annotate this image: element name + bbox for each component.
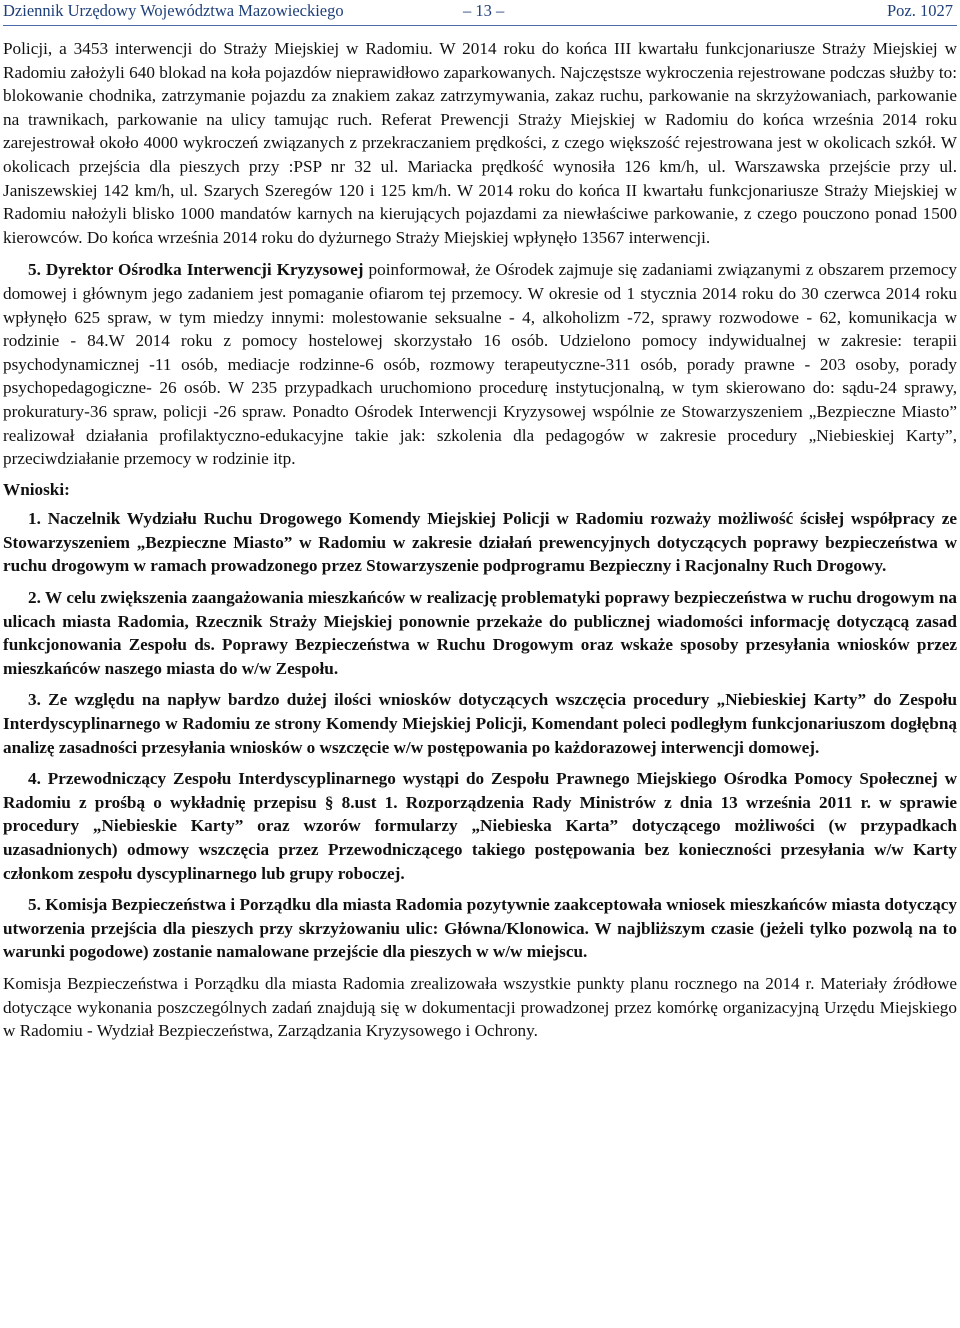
document-page <box>3 0 957 1328</box>
conclusion-item-2: 2. W celu zwiększenia zaangażowania mieszkańców w realizację problematyki poprawy bezpieczeństwa w ruchu drogowym na ulicach miasta Radomia, Rzecznik Straży Miejskiej ponownie przekaże do publicznej wiadomości informację dotyczącą zasad funkcjonowania Zespołu ds. Poprawy Bezpieczeństwa w Ruchu Drogowym oraz wskaże sposoby przesyłania wniosków przez mieszkańców naszego miasta do w/w Zespołu. <box>3 588 957 678</box>
conclusions-heading: Wnioski: <box>3 479 70 499</box>
page-content <box>3 26 957 1043</box>
paragraph-osrodek-interwencji <box>3 258 957 470</box>
position-number: Poz. 1027 <box>887 1 953 20</box>
conclusion-item-3: 3. Ze względu na napływ bardzo dużej ilości wniosków dotyczących wszczęcia procedury „Niebieskiej Karty” do Zespołu Interdyscyplinarnego w Radomiu ze strony Komendy Miejskiej Policji, Komendant poleci podległym funkcjonariuszom dogłębną analizę zasadności przesyłania wniosków o wszczęcie w/w postępowania po każdorazowej interwencji domowej. <box>3 690 957 757</box>
page-header <box>3 0 957 26</box>
paragraph-body: poinformował, że Ośrodek zajmuje się zadaniami związanymi z obszarem przemocy domowej i głównym jego zadaniem jest pomaganie ofiarom tej przemocy. W okresie od 1 stycznia 2014 roku do 30 czerwca 2014 roku wpłynęło 625 spraw, w tym miedzy innymi: molestowanie seksualne - 4, alkoholizm -72, sprawy rozwodowe - 62, komunikacja w rodzinie - 84.W 2014 roku z pomocy hostelowej skorzystało 16 osób. Udzielono pomocy indywidualnej w zakresie: terapii psychodynamicznej -11 osób, mediacje rodzinne-6 osób, rozmowy terapeutyczne-311 osób, porady prawne - 203 osoby, porady psychopedagogiczne- 26 osób. W 235 przypadkach uruchomiono procedurę instytucjonalną, w tym skierowano do: sądu-24 sprawy, prokuratury-36 spraw, policji -26 spraw. Ponadto Ośrodek Interwencji Kryzysowej wspólnie ze Stowarzyszeniem „Bezpieczne Miasto” realizował działania profilaktyczno-edukacyjne takie jak: szkolenia dla pedagogów w zakresie procedury „Niebieskiej Karty”, przeciwdziałanie przemocy w rodzinie itp. <box>3 260 957 469</box>
publication-title: Dziennik Urzędowy Województwa Mazowieckiego <box>3 1 344 20</box>
page-number: – 13 – <box>463 1 505 20</box>
paragraph-lead: 5. Dyrektor Ośrodka Interwencji Kryzysowej <box>28 260 364 280</box>
conclusion-item-1: 1. Naczelnik Wydziału Ruchu Drogowego Komendy Miejskiej Policji w Radomiu rozważy możliwość ścisłej współpracy ze Stowarzyszeniem „Bezpieczne Miasto” w Radomiu w zakresie działań prewencyjnych dotyczących poprawy bezpieczeństwa w ruchu drogowym w ramach prowadzonego przez Stowarzyszenie podprogramu Bezpieczny i Racjonalny Ruch Drogowy. <box>3 509 957 576</box>
closing-paragraph: Komisja Bezpieczeństwa i Porządku dla miasta Radomia zrealizowała wszystkie punkty planu rocznego na 2014 r. Materiały źródłowe dotyczące wykonania poszczególnych zadań znajdują się w dokumentacji prowadzonej przez komórkę organizacyjną Urzędu Miejskiego w Radomiu - Wydział Bezpieczeństwa, Zarządzania Kryzysowego i Ochrony. <box>3 973 957 1041</box>
paragraph-straz-miejska: Policji, a 3453 interwencji do Straży Miejskiej w Radomiu. W 2014 roku do końca III kwartału funkcjonariusze Straży Miejskiej w Radomiu założyli 640 blokad na koła pojazdów nieprawidłowo zaparkowanych. Najczęstsze wykroczenia rejestrowane podczas służby to: blokowanie chodnika, zatrzymanie pojazdu za znakiem zakaz zatrzymywania, zakaz ruchu, parkowanie na skrzyżowaniach, parkowanie na trawnikach, parkowanie na ulicy tamując ruch. Referat Prewencji Straży Miejskiej w Radomiu do końca września 2014 roku zarejestrował około 4000 wykroczeń związanych z przekraczaniem prędkości, z czego większość rejestrowana jest w okolicach szkół. W okolicach przejścia dla pieszych przy :PSP nr 32 ul. Mariacka prędkość wynosiła 126 km/h, ul. Warszawska przejście przy ul. Janiszewskiej 142 km/h, ul. Szarych Szeregów 120 i 125 km/h. W 2014 roku do końca II kwartału funkcjonariusze Straży Miejskiej w Radomiu nałożyli blisko 1000 mandatów karnych na kierujących pojazdami za niewłaściwe parkowanie, z czego pouczono ponad 1500 kierowców. Do końca września 2014 roku do dyżurnego Straży Miejskiej wpłynęło 13567 interwencji. <box>3 39 957 247</box>
conclusion-item-4: 4. Przewodniczący Zespołu Interdyscyplinarnego wystąpi do Zespołu Prawnego Miejskiego Ośrodka Pomocy Społecznej w Radomiu z prośbą o wykładnię przepisu § 8.ust 1. Rozporządzenia Rady Ministrów z dnia 13 września 2011 r. w sprawie procedury „Niebieskie Karty” oraz wzorów formularzy „Niebieska Karta” dotyczącego możliwości (w przypadkach uzasadnionych) odmowy wszczęcia przez Przewodniczącego takiego postępowania bez konieczności przesyłania w/w Karty członkom zespołu dyscyplinarnego lub grupy roboczej. <box>3 769 957 883</box>
conclusion-item-5: 5. Komisja Bezpieczeństwa i Porządku dla miasta Radomia pozytywnie zaakceptowała wniosek mieszkańców miasta dotyczący utworzenia przejścia dla pieszych przy skrzyżowaniu ulic: Główna/Klonowica. W najbliższym czasie (jeżeli tylko pozwolą na to warunki pogodowe) zostanie namalowane przejście dla pieszych w w/w miejscu. <box>3 895 958 962</box>
